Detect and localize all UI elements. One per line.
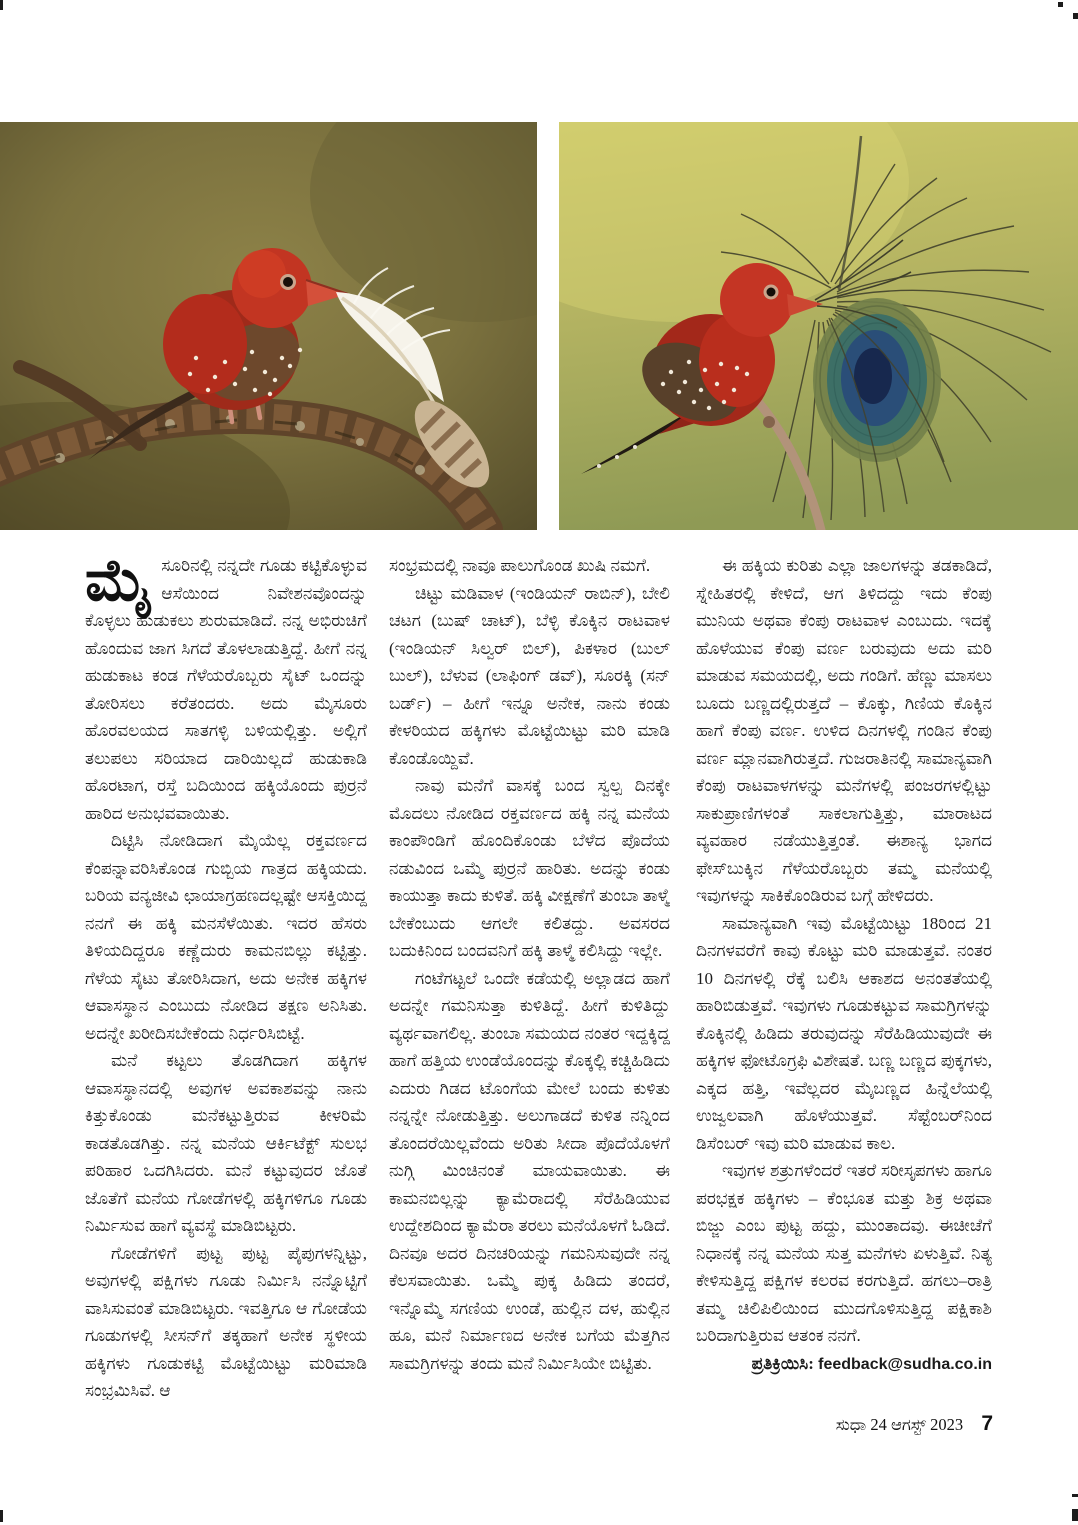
feedback-email: feedback@sudha.co.in — [818, 1355, 992, 1373]
footer-issue-date: ಸುಧಾ 24 ಆಗಸ್ಟ್ 2023 — [835, 1415, 964, 1434]
paragraph: ಸಂಭ್ರಮದಲ್ಲಿ ನಾವೂ ಪಾಲುಗೊಂಡ ಖುಷಿ ನಮಗೆ. — [389, 556, 651, 575]
page-number: 7 — [981, 1412, 993, 1435]
feedback-label: ಪ್ರತಿಕ್ರಿಯಿಸಿ: — [751, 1353, 814, 1373]
paragraph: ನಾವು ಮನೆಗೆ ವಾಸಕ್ಕೆ ಬಂದ ಸ್ವಲ್ಪ ದಿನಕ್ಕೇ ಮೊದಲು ನೋಡಿದ ರಕ್ತವರ್ಣದ ಹಕ್ಕಿ ನನ್ನ ಮನೆಯ ಕಾಂಪೌಂಡಿಗೆ ಹೊಂದಿಕೊಂಡು ಬೆಳೆದ ಪೊದೆಯ ನಡುವಿಂದ ಒಮ್ಮೆ ಪುರ್ರನೆ ಹಾರಿತು. ಅದನ್ನು ಕಂಡು ಕಾಯುತ್ತಾ ಕಾದು ಕುಳಿತೆ. ಹಕ್ಕಿ ವೀಕ್ಷಣೆಗೆ ತುಂಬಾ ತಾಳ್ಮೆ ಬೇಕೆಂಬುದು ಆಗಲೇ ಕಲಿತದ್ದು. ಅವಸರದ ಬದುಕಿನಿಂದ ಬಂದವನಿಗೆ ಹಕ್ಕಿ ತಾಳ್ಮೆ ಕಲಿಸಿದ್ದು ಇಲ್ಲೇ. — [389, 776, 670, 960]
paragraph: ಇವುಗಳ ಶತ್ರುಗಳೆಂದರೆ ಇತರೆ ಸರೀಸೃಪಗಳು ಹಾಗೂ ಪರಭಕ್ಷಕ ಹಕ್ಕಿಗಳು – ಕೆಂಭೂತ ಮತ್ತು ಶಿಕ್ರ ಅಥವಾ ಬಿಜ್ಜು ಎಂಬ ಪುಟ್ಟ ಹದ್ದು, ಮುಂತಾದವು. ಈಚೀಚೆಗೆ ನಿಧಾನಕ್ಕೆ ನನ್ನ ಮನೆಯ ಸುತ್ತ ಮನೆಗಳು ಏಳುತ್ತಿವೆ. ನಿತ್ಯ ಕೇಳಿಸುತ್ತಿದ್ದ ಪಕ್ಷಿಗಳ ಕಲರವ ಕರಗುತ್ತಿದೆ. ಹಗಲು–ರಾತ್ರಿ ತಮ್ಮ ಚಿಲಿಪಿಲಿಯಿಂದ ಮುದಗೊಳಿಸುತ್ತಿದ್ದ ಪಕ್ಷಿಕಾಶಿ ಬರಿದಾಗುತ್ತಿರುವ ಆತಂಕ ನನಗೆ. — [696, 1161, 992, 1345]
crop-mark — [0, 0, 3, 10]
photo-bird-with-white-feather — [0, 122, 537, 530]
paragraph — [85, 552, 367, 827]
crop-mark — [1072, 1494, 1078, 1497]
article-column-1 — [85, 552, 367, 1400]
article-column-2 — [389, 552, 670, 1400]
crop-mark — [0, 1510, 3, 1522]
page-footer — [0, 1412, 993, 1436]
bird-peacock-feather-illustration — [559, 122, 1078, 530]
paragraph: ಚಿಟ್ಟು ಮಡಿವಾಳ (ಇಂಡಿಯನ್ ರಾಬಿನ್), ಬೇಲಿ ಚಟಗ (ಬುಷ್ ಚಾಟ್), ಬೆಳ್ಳಿ ಕೊಕ್ಕಿನ ರಾಟವಾಳ (ಇಂಡಿಯನ್ ಸಿಲ್ವರ್ ಬಿಲ್), ಪಿಕಳಾರ (ಬುಲ್ ಬುಲ್), ಬೆಳುವ (ಲಾಫಿಂಗ್ ಡವ್), ಸೂರಕ್ಕಿ (ಸನ್ ಬರ್ಡ್) – ಹೀಗೆ ಇನ್ನೂ ಅನೇಕ, ನಾನು ಕಂಡು ಕೇಳರಿಯದ ಹಕ್ಕಿಗಳು ಮೊಟ್ಟೆಯಿಟ್ಟು ಮರಿ ಮಾಡಿ ಕೊಂಡೊಯ್ದಿವೆ. — [389, 583, 670, 768]
paragraph: ಗೋಡೆಗಳಿಗೆ ಪುಟ್ಟ ಪುಟ್ಟ ಪೈಪುಗಳನ್ನಿಟ್ಟು, ಅವುಗಳಲ್ಲಿ ಪಕ್ಷಿಗಳು ಗೂಡು ನಿರ್ಮಿಸಿ ನನ್ನೊಟ್ಟಿಗೆ ವಾಸಿಸುವಂತೆ ಮಾಡಿಬಿಟ್ಟರು. ಇವತ್ತಿಗೂ ಆ ಗೋಡೆಯ ಗೂಡುಗಳಲ್ಲಿ ಸೀಸನ್‌ಗೆ ತಕ್ಕಹಾಗೆ ಅನೇಕ ಸ್ಥಳೀಯ ಹಕ್ಕಿಗಳು ಗೂಡುಕಟ್ಟಿ ಮೊಟ್ಟೆಯಿಟ್ಟು ಮರಿಮಾಡಿ ಸಂಭ್ರಮಿಸಿವೆ. ಆ — [85, 1243, 367, 1400]
crop-mark — [1073, 13, 1078, 19]
photo-bird-with-peacock-feather — [559, 122, 1078, 530]
feedback-line — [696, 1350, 992, 1379]
crop-mark — [1072, 1509, 1078, 1521]
paragraph: ಗಂಟೆಗಟ್ಟಲೆ ಒಂದೇ ಕಡೆಯಲ್ಲಿ ಅಲ್ಲಾಡದ ಹಾಗೆ ಅದನ್ನೇ ಗಮನಿಸುತ್ತಾ ಕುಳಿತಿದ್ದೆ. ಹೀಗೆ ಕುಳಿತಿದ್ದು ವ್ಯರ್ಥವಾಗಲಿಲ್ಲ. ತುಂಬಾ ಸಮಯದ ನಂತರ ಇದ್ದಕ್ಕಿದ್ದ ಹಾಗೆ ಹತ್ತಿಯ ಉಂಡೆಯೊಂದನ್ನು ಕೊಕ್ಕಲ್ಲಿ ಕಚ್ಚಿಹಿಡಿದು ಎದುರು ಗಿಡದ ಟೊಂಗೆಯ ಮೇಲೆ ಬಂದು ಕುಳಿತು ನನ್ನನ್ನೇ ನೋಡುತ್ತಿತ್ತು. ಅಲುಗಾಡದೆ ಕುಳಿತ ನನ್ನಿಂದ ತೊಂದರೆಯಿಲ್ಲವೆಂದು ಅರಿತು ಸೀದಾ ಪೊದೆಯೊಳಗೆ ನುಗ್ಗಿ ಮಿಂಚಿನಂತೆ ಮಾಯವಾಯಿತು. ಈ ಕಾಮನಬಿಲ್ಲನ್ನು ಕ್ಯಾಮೆರಾದಲ್ಲಿ ಸೆರೆಹಿಡಿಯುವ ಉದ್ದೇಶದಿಂದ ಕ್ಯಾಮೆರಾ ತರಲು ಮನೆಯೊಳಗೆ ಓಡಿದೆ. ದಿನವೂ ಅದರ ದಿನಚರಿಯನ್ನು ಗಮನಿಸುವುದೇ ನನ್ನ ಕೆಲಸವಾಯಿತು. ಒಮ್ಮೆ ಪುಕ್ಕ ಹಿಡಿದು ತಂದರೆ, ಇನ್ನೊಮ್ಮೆ ಸಗಣಿಯ ಉಂಡೆ, ಹುಲ್ಲಿನ ದಳ, ಹುಲ್ಲಿನ ಹೂ, ಮನೆ ನಿರ್ಮಾಣದ ಅನೇಕ ಬಗೆಯ ಮೆತ್ತಗಿನ ಸಾಮಗ್ರಿಗಳನ್ನು ತಂದು ಮನೆ ನಿರ್ಮಿಸಿಯೇ ಬಿಟ್ಟಿತು. — [389, 968, 670, 1373]
drop-cap: ಮೈ — [85, 552, 153, 613]
paragraph: ಮನೆ ಕಟ್ಟಲು ತೊಡಗಿದಾಗ ಹಕ್ಕಿಗಳ ಆವಾಸಸ್ಥಾನದಲ್ಲಿ ಅವುಗಳ ಅವಕಾಶವನ್ನು ನಾನು ಕಿತ್ತುಕೊಂಡು ಮನೆಕಟ್ಟುತ್ತಿರುವ ಕೀಳರಿಮೆ ಕಾಡತೊಡಗಿತ್ತು. ನನ್ನ ಮನೆಯ ಆರ್ಕಿಟೆಕ್ಟ್ ಸುಲಭ ಪರಿಹಾರ ಒದಗಿಸಿದರು. ಮನೆ ಕಟ್ಟುವುದರ ಜೊತೆ ಜೊತೆಗೆ ಮನೆಯ ಗೋಡೆಗಳಲ್ಲಿ ಹಕ್ಕಿಗಳಿಗೂ ಗೂಡು ನಿರ್ಮಿಸುವ ಹಾಗೆ ವ್ಯವಸ್ಥೆ ಮಾಡಿಬಿಟ್ಟರು. — [85, 1051, 367, 1235]
paragraph: ಸಾಮಾನ್ಯವಾಗಿ ಇವು ಮೊಟ್ಟೆಯಿಟ್ಟು 18ರಿಂದ 21 ದಿನಗಳವರೆಗೆ ಕಾವು ಕೊಟ್ಟು ಮರಿ ಮಾಡುತ್ತವೆ. ನಂತರ 10 ದಿನಗಳಲ್ಲಿ ರೆಕ್ಕೆ ಬಲಿಸಿ ಆಕಾಶದ ಅನಂತತೆಯಲ್ಲಿ ಹಾರಿಬಿಡುತ್ತವೆ. ಇವುಗಳು ಗೂಡುಕಟ್ಟುವ ಸಾಮಗ್ರಿಗಳನ್ನು ಕೊಕ್ಕಿನಲ್ಲಿ ಹಿಡಿದು ತರುವುದನ್ನು ಸೆರೆಹಿಡಿಯುವುದೇ ಈ ಹಕ್ಕಿಗಳ ಫೋಟೊಗ್ರಫಿ ವಿಶೇಷತೆ. ಬಣ್ಣ ಬಣ್ಣದ ಪುಕ್ಕಗಳು, ಎಕ್ಕದ ಹತ್ತಿ, ಇವೆಲ್ಲದರ ಮೈಬಣ್ಣದ ಹಿನ್ನೆಲೆಯಲ್ಲಿ ಉಜ್ವಲವಾಗಿ ಹೊಳೆಯುತ್ತವೆ. ಸೆಪ್ಟೆಂಬರ್‌ನಿಂದ ಡಿಸೆಂಬರ್ ಇವು ಮರಿ ಮಾಡುವ ಕಾಲ. — [696, 913, 992, 1153]
paragraph: ದಿಟ್ಟಿಸಿ ನೋಡಿದಾಗ ಮೈಯೆಲ್ಲ ರಕ್ತವರ್ಣದ ಕೆಂಪನ್ನಾವರಿಸಿಕೊಂಡ ಗುಬ್ಬಿಯ ಗಾತ್ರದ ಹಕ್ಕಿಯದು. ಬರಿಯ ವನ್ಯಜೀವಿ ಛಾಯಾಗ್ರಹಣದಲ್ಲಷ್ಟೇ ಆಸಕ್ತಿಯಿದ್ದ ನನಗೆ ಈ ಹಕ್ಕಿ ಮನಸೆಳೆಯಿತು. ಇದರ ಹೆಸರು ತಿಳಿಯದಿದ್ದರೂ ಕಣ್ಣೆದುರು ಕಾಮನಬಿಲ್ಲು ಕಟ್ಟಿತ್ತು. ಗೆಳೆಯ ಸೈಟು ತೋರಿಸಿದಾಗ, ಅದು ಅನೇಕ ಹಕ್ಕಿಗಳ ಆವಾಸಸ್ಥಾನ ಎಂಬುದು ನೋಡಿದ ತಕ್ಷಣ ಅನಿಸಿತು. ಅದನ್ನೇ ಖರೀದಿಸಬೇಕೆಂದು ನಿರ್ಧರಿಸಿಬಿಟ್ಟೆ. — [85, 831, 367, 1043]
crop-mark — [1058, 2, 1063, 7]
bird-feather-illustration — [0, 122, 537, 530]
paragraph-text: ಸೂರಿನಲ್ಲಿ ನನ್ನದೇ ಗೂಡು ಕಟ್ಟಿಕೊಳ್ಳುವ ಆಸೆಯಿಂದ ನಿವೇಶನವೊಂದನ್ನು ಕೊಳ್ಳಲು ಹುಡುಕಲು ಶುರುಮಾಡಿದೆ. ನನ್ನ ಅಭಿರುಚಿಗೆ ಹೊಂದುವ ಜಾಗ ಸಿಗದೆ ತೊಳಲಾಡುತ್ತಿದ್ದೆ. ಹೀಗೆ ನನ್ನ ಹುಡುಕಾಟ ಕಂಡ ಗೆಳೆಯರೊಬ್ಬರು ಸೈಟ್ ಒಂದನ್ನು ತೋರಿಸಲು ಕರೆತಂದರು. ಅದು ಮೈಸೂರು ಹೊರವಲಯದ ಸಾತಗಳ್ಳಿ ಬಳಿಯಲ್ಲಿತ್ತು. ಅಲ್ಲಿಗೆ ತಲುಪಲು ಸರಿಯಾದ ದಾರಿಯಿಲ್ಲದೆ ಹುಡುಕಾಡಿ ಹೊರಟಾಗ, ರಸ್ತೆ ಬದಿಯಿಂದ ಹಕ್ಕಿಯೊಂದು ಪುರ್ರನೆ ಹಾರಿದ ಅನುಭವವಾಯಿತು. — [85, 556, 367, 823]
article-column-3 — [696, 552, 992, 1400]
paragraph: ಈ ಹಕ್ಕಿಯ ಕುರಿತು ಎಲ್ಲಾ ಜಾಲಗಳನ್ನು ತಡಕಾಡಿದೆ, ಸ್ನೇಹಿತರಲ್ಲಿ ಕೇಳಿದೆ, ಆಗ ತಿಳಿದದ್ದು ಇದು ಕೆಂಪು ಮುನಿಯ ಅಥವಾ ಕೆಂಪು ರಾಟವಾಳ ಎಂಬುದು. ಇದಕ್ಕೆ ಹೊಳೆಯುವ ಕೆಂಪು ವರ್ಣ ಬರುವುದು ಅದು ಮರಿ ಮಾಡುವ ಸಮಯದಲ್ಲಿ, ಅದು ಗಂಡಿಗೆ. ಹೆಣ್ಣು ಮಾಸಲು ಬೂದು ಬಣ್ಣದಲ್ಲಿರುತ್ತದೆ – ಕೊಕ್ಕು, ಗಿಣಿಯ ಕೊಕ್ಕಿನ ಹಾಗೆ ಕೆಂಪು ವರ್ಣ. ಉಳಿದ ದಿನಗಳಲ್ಲಿ ಗಂಡಿನ ಕೆಂಪು ವರ್ಣ ಮ್ಲಾನವಾಗಿರುತ್ತದೆ. ಗುಜರಾತಿನಲ್ಲಿ ಸಾಮಾನ್ಯವಾಗಿ ಕೆಂಪು ರಾಟವಾಳಗಳನ್ನು ಮನೆಗಳಲ್ಲಿ ಪಂಜರಗಳಲ್ಲಿಟ್ಟು ಸಾಕುಪ್ರಾಣಿಗಳಂತೆ ಸಾಕಲಾಗುತ್ತಿತ್ತು, ಮಾರಾಟದ ವ್ಯವಹಾರ ನಡೆಯುತ್ತಿತ್ತಂತೆ. ಈಶಾನ್ಯ ಭಾಗದ ಫೇಸ್‌ಬುಕ್ಕಿನ ಗೆಳೆಯರೊಬ್ಬರು ತಮ್ಮ ಮನೆಯಲ್ಲಿ ಇವುಗಳನ್ನು ಸಾಕಿಕೊಂಡಿರುವ ಬಗ್ಗೆ ಹೇಳಿದರು. — [696, 556, 992, 905]
